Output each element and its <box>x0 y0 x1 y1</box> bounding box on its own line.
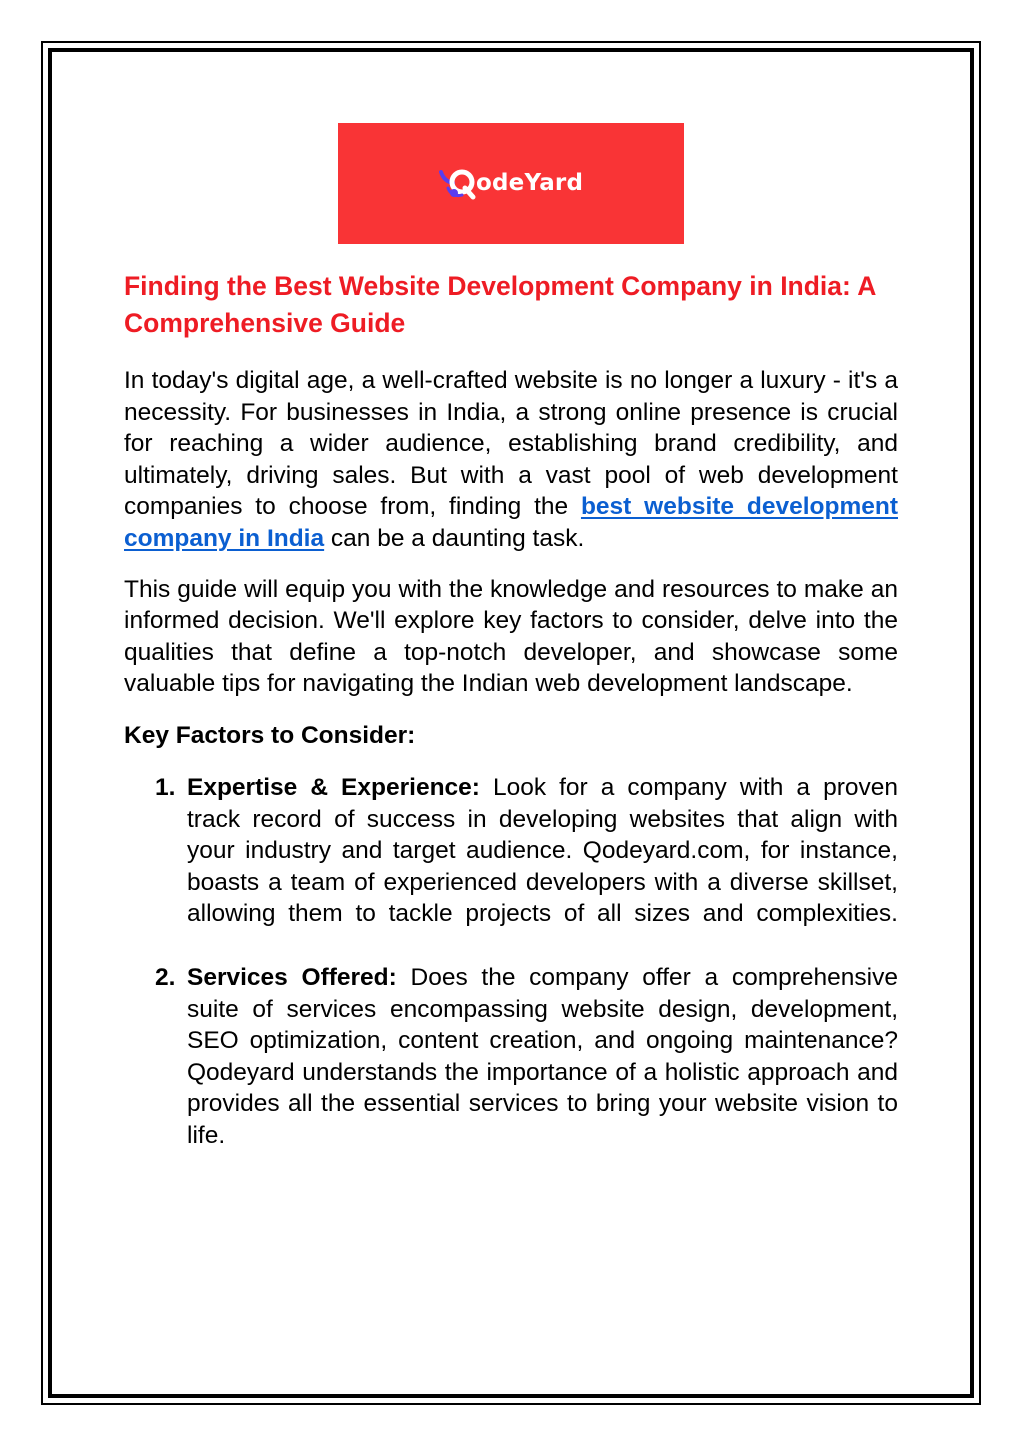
list-item-text <box>187 962 898 1152</box>
list-item-text <box>187 772 898 930</box>
guide-paragraph: This guide will equip you with the knowledge and resources to make an informed decision. We'll explore key factors to consider, delve into the qualities that define a top-notch developer, and showcase some valuable tips for navigating the Indian web development landscape. <box>124 575 898 698</box>
intro-text-before-link: In today's digital age, a well-crafted website is no longer a luxury - it's a necessity. For businesses in India, a strong online presence is crucial for reaching a wider audience, establishing brand credibility, and ultimately, driving sales. But with a vast pool of web development companies to choose from, finding the <box>124 367 898 521</box>
logo-brand-text: odeYard <box>476 170 584 196</box>
q-with-hand-icon <box>438 166 478 200</box>
intro-paragraph <box>124 365 898 555</box>
article-body <box>124 268 898 1183</box>
list-item-number: 1. <box>155 773 176 801</box>
list-item <box>124 772 898 930</box>
intro-text-after-link: can be a daunting task. <box>324 524 585 552</box>
best-website-development-link[interactable]: best website development company in India <box>124 493 898 552</box>
list-item-description: Does the company offer a comprehensive suite of services encompassing website design, development, SEO optimization, content creation, and ongoing maintenance? Qodeyard understands the importance of a holistic approach and provides all the essential services to bring your website vision to life. <box>187 963 898 1149</box>
list-item <box>124 962 898 1152</box>
list-item-number: 2. <box>155 963 176 991</box>
list-item-description: Look for a company with a proven track record of success in developing websites that align with your industry and target audience. Qodeyard.com, for instance, boasts a team of experienced developers with a diverse skillset, allowing them to tackle projects of all sizes and complexities. <box>187 773 898 928</box>
list-item-title: Expertise & Experience: <box>187 773 480 801</box>
key-factors-heading: Key Factors to Consider: <box>124 721 416 749</box>
list-item-title: Services Offered: <box>187 963 397 991</box>
article-title: Finding the Best Website Development Company in India: A Comprehensive Guide <box>124 271 876 338</box>
key-factors-list <box>124 772 898 1152</box>
